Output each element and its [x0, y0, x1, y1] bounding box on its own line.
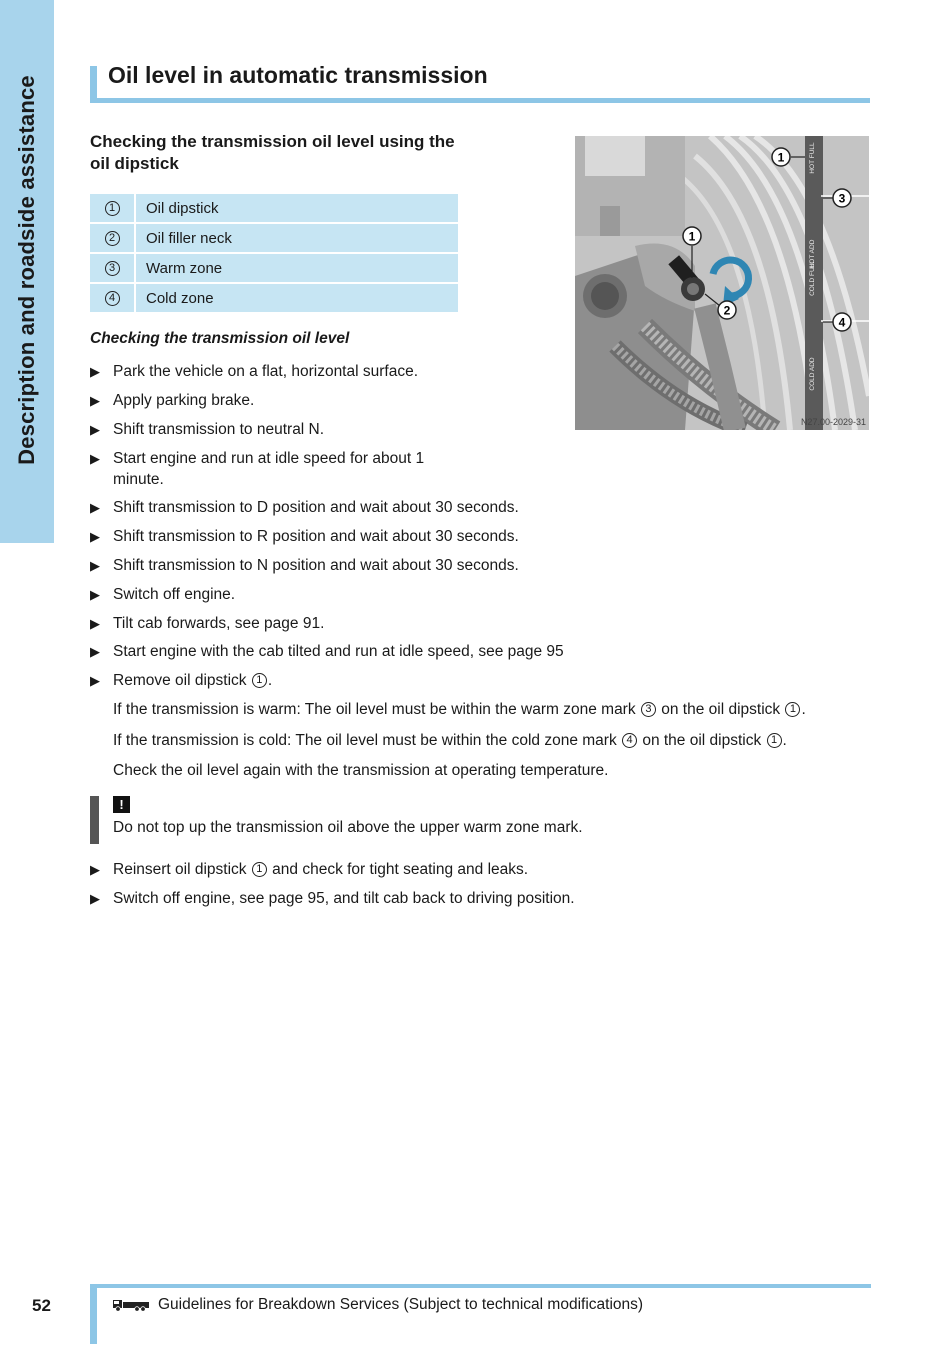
warning-icon: !	[113, 796, 130, 813]
step-item: ▶ Apply parking brake.	[90, 392, 255, 409]
arrow-icon: ▶	[90, 644, 100, 659]
step-item: ▶ Shift transmission to N position and wait about 30 seconds.	[90, 557, 519, 574]
page-number: 52	[32, 1296, 51, 1315]
check-paragraph: Check the oil level again with the transmission at operating temperature.	[113, 762, 609, 779]
step-item: ▶ Reinsert oil dipstick 1 and check for tight seating and leaks.	[90, 861, 529, 878]
legend-row	[90, 254, 458, 282]
subsection-heading: Checking the transmission oil level	[90, 330, 350, 347]
arrow-icon: ▶	[90, 673, 100, 688]
callout-ref: 1	[252, 862, 267, 877]
step-item: ▶ Switch off engine.	[90, 586, 236, 603]
callout-ref: 1	[785, 702, 800, 717]
legend-row	[90, 224, 458, 252]
step-item: ▶ Switch off engine, see page 95, and tilt cab back to driving position.	[90, 890, 575, 907]
side-tab-label: Description and roadside assistance	[14, 75, 39, 465]
arrow-icon: ▶	[90, 393, 100, 408]
arrow-icon: ▶	[90, 529, 100, 544]
arrow-icon: ▶	[90, 422, 100, 437]
callout-1-top	[772, 148, 790, 166]
callout-number: 3	[105, 261, 120, 276]
callout-ref: 3	[641, 702, 656, 717]
callout-number: 2	[105, 231, 120, 246]
page-title: Oil level in automatic transmission	[108, 62, 488, 88]
dipstick-mark: HOT ADD	[809, 239, 816, 269]
dipstick-mark: COLD ADD	[809, 357, 816, 391]
footer-divider	[90, 1284, 871, 1288]
svg-text:4: 4	[838, 315, 846, 330]
callout-number: 1	[105, 201, 120, 216]
dipstick-mark: COLD FULL	[809, 260, 816, 296]
callout-3	[833, 189, 851, 207]
callout-ref: 1	[252, 673, 267, 688]
side-tab	[0, 0, 54, 543]
arrow-icon: ▶	[90, 558, 100, 573]
dipstick-mark: HOT FULL	[809, 142, 816, 174]
warning-bar	[90, 796, 99, 844]
svg-text:1: 1	[777, 150, 785, 165]
step-item: ▶ Tilt cab forwards, see page 91.	[90, 615, 325, 632]
step-item: ▶ Start engine and run at idle speed for about 1 minute.	[90, 450, 425, 488]
arrow-icon: ▶	[90, 587, 100, 602]
step-item: ▶ Shift transmission to D position and wait about 30 seconds.	[90, 499, 519, 516]
legend-label: Cold zone	[136, 284, 458, 312]
arrow-icon: ▶	[90, 364, 100, 379]
truck-icon	[113, 1298, 151, 1317]
legend-row	[90, 194, 458, 222]
step-item: ▶ Park the vehicle on a flat, horizontal surface.	[90, 363, 418, 380]
callout-number: 4	[105, 291, 120, 306]
svg-text:1: 1	[688, 229, 696, 244]
footer-accent-bar	[90, 1284, 97, 1344]
callout-2	[718, 301, 736, 319]
legend-table	[90, 192, 458, 314]
arrow-icon: ▶	[90, 891, 100, 906]
step-item: ▶ Remove oil dipstick 1 .	[90, 672, 273, 689]
legend-label: Oil filler neck	[136, 224, 458, 252]
step-item: ▶ Shift transmission to R position and wait about 30 seconds.	[90, 528, 519, 545]
transmission-illustration	[575, 136, 869, 430]
arrow-icon: ▶	[90, 616, 100, 631]
arrow-icon: ▶	[90, 451, 100, 466]
step-item: ▶ Start engine with the cab tilted and run at idle speed, see page 95	[90, 643, 564, 660]
callout-ref: 1	[767, 733, 782, 748]
callout-ref: 4	[622, 733, 637, 748]
step-item: ▶ Shift transmission to neutral N.	[90, 421, 325, 438]
callout-1-mid	[683, 227, 701, 245]
truck-icon-svg	[113, 1298, 151, 1312]
arrow-icon: ▶	[90, 862, 100, 877]
arrow-icon: ▶	[90, 500, 100, 515]
legend-label: Warm zone	[136, 254, 458, 282]
cold-paragraph: If the transmission is cold: The oil level must be within the cold zone mark 4 on the oil dipstick 1 .	[113, 732, 787, 749]
svg-text:3: 3	[838, 191, 846, 206]
footer-text: Guidelines for Breakdown Services (Subject to technical modifications)	[158, 1296, 644, 1313]
callout-4	[833, 313, 851, 331]
figure-code: N27.00-2029-31	[800, 417, 866, 427]
legend-label: Oil dipstick	[136, 194, 458, 222]
warm-paragraph: If the transmission is warm: The oil level must be within the warm zone mark 3 on the oil dipstick 1 .	[113, 701, 806, 718]
section-heading: Checking the transmission oil level using the oil dipstick	[90, 132, 455, 173]
warning-text: Do not top up the transmission oil above the upper warm zone mark.	[113, 819, 583, 836]
illustration-svg	[575, 136, 869, 430]
svg-text:2: 2	[723, 303, 731, 318]
legend-row	[90, 284, 458, 312]
